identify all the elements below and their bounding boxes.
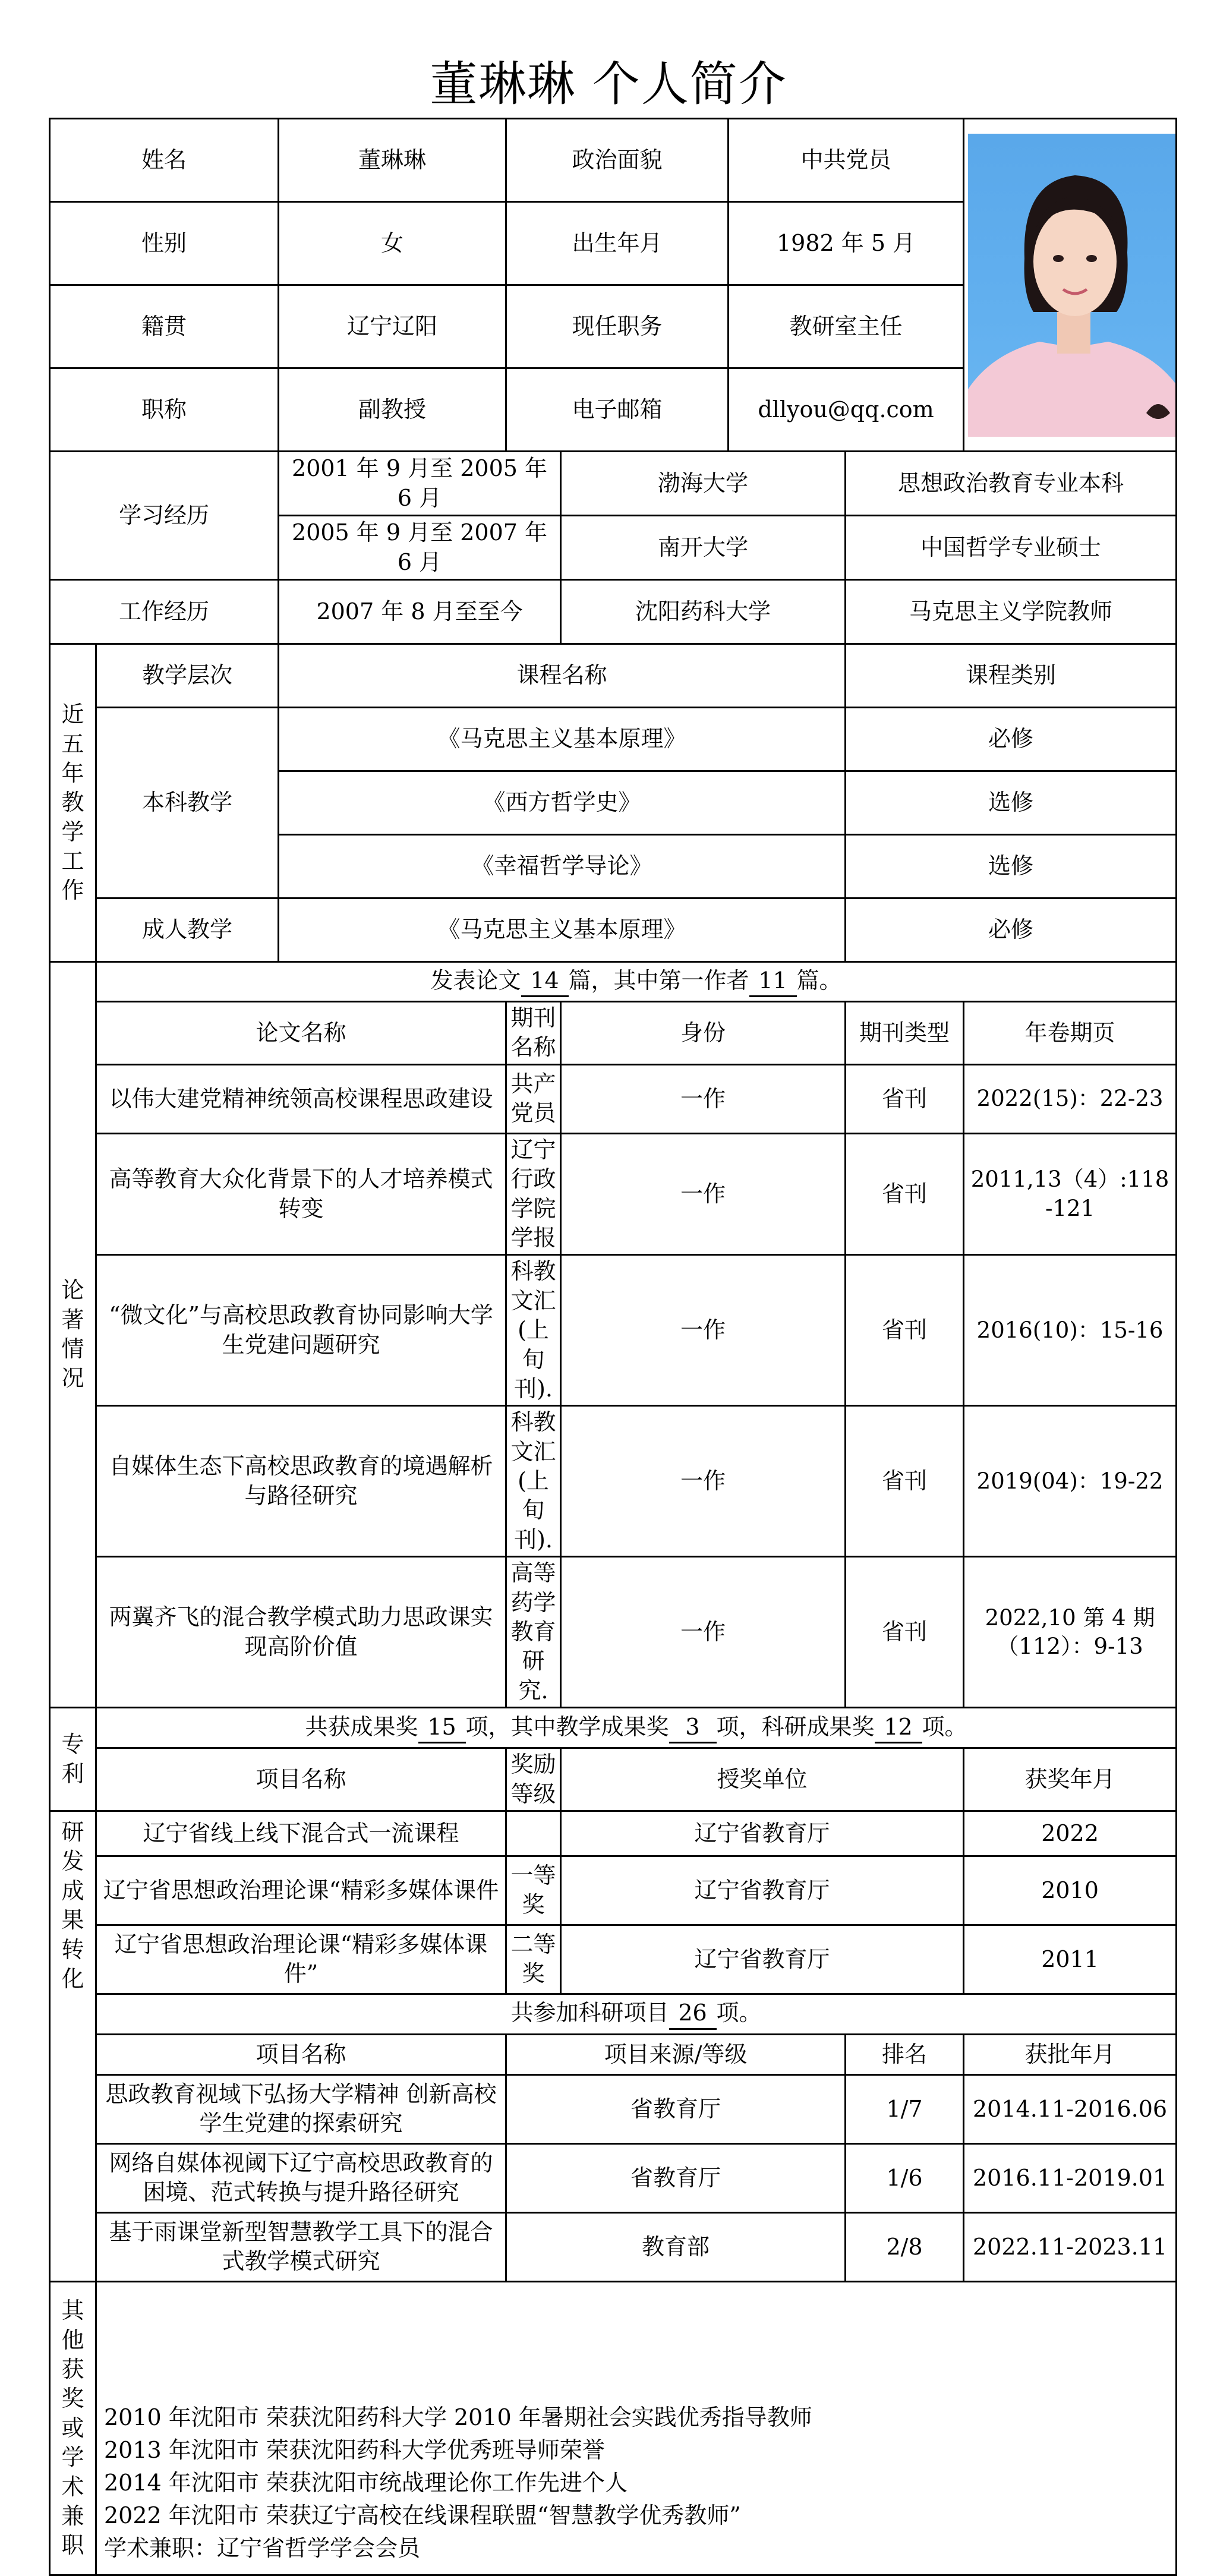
paper-jtype: 省刊: [846, 1255, 964, 1406]
teaching-header-level: 教学层次: [96, 644, 279, 708]
awards-total: 15: [418, 1713, 466, 1743]
others-item: 学术兼职：辽宁省哲学学会会员: [104, 2534, 421, 2561]
project-date: 2016.11-2019.01: [964, 2143, 1177, 2212]
award-date: 2022: [964, 1811, 1177, 1856]
education-school: 南开大学: [561, 516, 846, 580]
paper-journal: 科教文汇(上旬刊).: [506, 1406, 561, 1557]
profile-table: [49, 118, 1177, 2576]
paper-issue: 2016(10)：15-16: [964, 1255, 1177, 1406]
project-name: 网络自媒体视阈下辽宁高校思政教育的困境、范式转换与提升路径研究: [96, 2143, 506, 2212]
project-rank: 1/7: [846, 2074, 964, 2143]
course-type: 必修: [846, 898, 1177, 962]
award-unit: 辽宁省教育厅: [561, 1925, 964, 1994]
project-rank: 1/6: [846, 2143, 964, 2212]
education-degree: 思想政治教育专业本科: [846, 452, 1177, 516]
award-unit: 辽宁省教育厅: [561, 1811, 964, 1856]
origin-value: 辽宁辽阳: [279, 285, 506, 368]
paper-issue: 2011,13（4）:118-121: [964, 1133, 1177, 1255]
research-side-label: 研发成果转化: [50, 1811, 96, 2281]
birth-label: 出生年月: [506, 202, 729, 285]
education-school: 渤海大学: [561, 452, 846, 516]
course-type: 必修: [846, 708, 1177, 771]
others-item: 2022 年沈阳市 荣获辽宁高校在线课程联盟“智慧教学优秀教师”: [104, 2502, 741, 2528]
paper-role: 一作: [561, 1557, 846, 1708]
projects-header-name: 项目名称: [96, 2034, 506, 2074]
gender-value: 女: [279, 202, 506, 285]
paper-journal: 科教文汇(上旬刊).: [506, 1255, 561, 1406]
award-name: 辽宁省思想政治理论课“精彩多媒体课件”: [96, 1925, 506, 1994]
portrait-icon: [968, 134, 1177, 437]
paper-title: 自媒体生态下高校思政教育的境遇解析与路径研究: [96, 1406, 506, 1557]
papers-header-issue: 年卷期页: [964, 1002, 1177, 1065]
project-source: 教育部: [506, 2212, 846, 2281]
paper-role: 一作: [561, 1406, 846, 1557]
work-role: 马克思主义学院教师: [846, 580, 1177, 644]
rank-label: 职称: [50, 368, 279, 452]
award-grade: [506, 1811, 561, 1856]
projects-count: 26: [669, 1998, 717, 2029]
papers-first-count: 11: [749, 966, 797, 997]
others-item: 2014 年沈阳市 荣获沈阳市统战理论你工作先进个人: [104, 2469, 628, 2496]
project-date: 2014.11-2016.06: [964, 2074, 1177, 2143]
papers-header-journal: 期刊名称: [506, 1002, 561, 1065]
paper-journal: 共产党员: [506, 1064, 561, 1133]
education-label: 学习经历: [50, 452, 279, 580]
work-label: 工作经历: [50, 580, 279, 644]
paper-role: 一作: [561, 1133, 846, 1255]
name-label: 姓名: [50, 119, 279, 202]
others-list: [100, 2401, 1172, 2573]
project-source: 省教育厅: [506, 2143, 846, 2212]
origin-label: 籍贯: [50, 285, 279, 368]
paper-title: “微文化”与高校思政教育协同影响大学生党建问题研究: [96, 1255, 506, 1406]
projects-header-date: 获批年月: [964, 2034, 1177, 2074]
course-type: 选修: [846, 835, 1177, 898]
awards-summary: 共获成果奖 15 项，其中教学成果奖 3 项，科研成果奖 12 项。: [96, 1708, 1177, 1748]
name-value: 董琳琳: [279, 119, 506, 202]
paper-role: 一作: [561, 1064, 846, 1133]
papers-header-title: 论文名称: [96, 1002, 506, 1065]
paper-jtype: 省刊: [846, 1557, 964, 1708]
papers-side-label: 论著情况: [50, 962, 96, 1708]
patents-side-label: 专利: [50, 1708, 96, 1811]
papers-header-jtype: 期刊类型: [846, 1002, 964, 1065]
email-label: 电子邮箱: [506, 368, 729, 452]
paper-journal: 辽宁行政学院学报: [506, 1133, 561, 1255]
papers-summary: 发表论文 14 篇，其中第一作者 11 篇。: [96, 962, 1177, 1002]
education-degree: 中国哲学专业硕士: [846, 516, 1177, 580]
position-value: 教研室主任: [729, 285, 964, 368]
awards-header-grade: 奖励等级: [506, 1748, 561, 1811]
others-side-label: 其他获奖或学术兼职: [50, 2281, 96, 2575]
paper-jtype: 省刊: [846, 1406, 964, 1557]
papers-count: 14: [521, 966, 569, 997]
course-name: 《马克思主义基本原理》: [279, 898, 846, 962]
paper-jtype: 省刊: [846, 1064, 964, 1133]
project-rank: 2/8: [846, 2212, 964, 2281]
others-item: 2013 年沈阳市 荣获沈阳药科大学优秀班导师荣誉: [104, 2436, 605, 2463]
project-date: 2022.11-2023.11: [964, 2212, 1177, 2281]
awards-header-date: 获奖年月: [964, 1748, 1177, 1811]
project-name: 基于雨课堂新型智慧教学工具下的混合式教学模式研究: [96, 2212, 506, 2281]
award-name: 辽宁省线上线下混合式一流课程: [96, 1811, 506, 1856]
politics-label: 政治面貌: [506, 119, 729, 202]
education-period: 2001 年 9 月至 2005 年 6 月: [279, 452, 561, 516]
course-type: 选修: [846, 771, 1177, 835]
paper-journal: 高等药学教育研究.: [506, 1557, 561, 1708]
papers-header-role: 身份: [561, 1002, 846, 1065]
paper-jtype: 省刊: [846, 1133, 964, 1255]
award-date: 2011: [964, 1925, 1177, 1994]
others-item: 2010 年沈阳市 荣获沈阳药科大学 2010 年暑期社会实践优秀指导教师: [104, 2404, 812, 2430]
teaching-side-label: 近五年教学工作: [50, 644, 96, 962]
paper-title: 高等教育大众化背景下的人才培养模式转变: [96, 1133, 506, 1255]
project-source: 省教育厅: [506, 2074, 846, 2143]
course-name: 《西方哲学史》: [279, 771, 846, 835]
course-name: 《幸福哲学导论》: [279, 835, 846, 898]
award-name: 辽宁省思想政治理论课“精彩多媒体课件: [96, 1856, 506, 1925]
adult-label: 成人教学: [96, 898, 279, 962]
work-org: 沈阳药科大学: [561, 580, 846, 644]
award-date: 2010: [964, 1856, 1177, 1925]
paper-title: 两翼齐飞的混合教学模式助力思政课实现高阶价值: [96, 1557, 506, 1708]
paper-issue: 2022(15)：22-23: [964, 1064, 1177, 1133]
awards-research: 12: [875, 1713, 922, 1743]
paper-issue: 2022,10 第 4 期（112）：9-13: [964, 1557, 1177, 1708]
page-title: 董琳琳 个人简介: [430, 56, 787, 112]
award-grade: 一等奖: [506, 1856, 561, 1925]
award-grade: 二等奖: [506, 1925, 561, 1994]
gender-label: 性别: [50, 202, 279, 285]
teaching-header-course: 课程名称: [279, 644, 846, 708]
others-cell: [96, 2281, 1177, 2575]
projects-header-rank: 排名: [846, 2034, 964, 2074]
project-name: 思政教育视域下弘扬大学精神 创新高校学生党建的探索研究: [96, 2074, 506, 2143]
position-label: 现任职务: [506, 285, 729, 368]
award-unit: 辽宁省教育厅: [561, 1856, 964, 1925]
birth-value: 1982 年 5 月: [729, 202, 964, 285]
awards-teaching: 3: [669, 1713, 717, 1743]
paper-role: 一作: [561, 1255, 846, 1406]
portrait-photo: [968, 134, 1177, 437]
work-period: 2007 年 8 月至至今: [279, 580, 561, 644]
email-value: dllyou@qq.com: [729, 368, 964, 452]
course-name: 《马克思主义基本原理》: [279, 708, 846, 771]
education-period: 2005 年 9 月至 2007 年 6 月: [279, 516, 561, 580]
undergrad-label: 本科教学: [96, 708, 279, 898]
rank-value: 副教授: [279, 368, 506, 452]
teaching-header-type: 课程类别: [846, 644, 1177, 708]
awards-header-name: 项目名称: [96, 1748, 506, 1811]
projects-summary: 共参加科研项目 26 项。: [96, 1994, 1177, 2034]
politics-value: 中共党员: [729, 119, 964, 202]
awards-header-unit: 授奖单位: [561, 1748, 964, 1811]
paper-title: 以伟大建党精神统领高校课程思政建设: [96, 1064, 506, 1133]
paper-issue: 2019(04)：19-22: [964, 1406, 1177, 1557]
projects-header-source: 项目来源/等级: [506, 2034, 846, 2074]
photo-cell: [964, 119, 1177, 452]
